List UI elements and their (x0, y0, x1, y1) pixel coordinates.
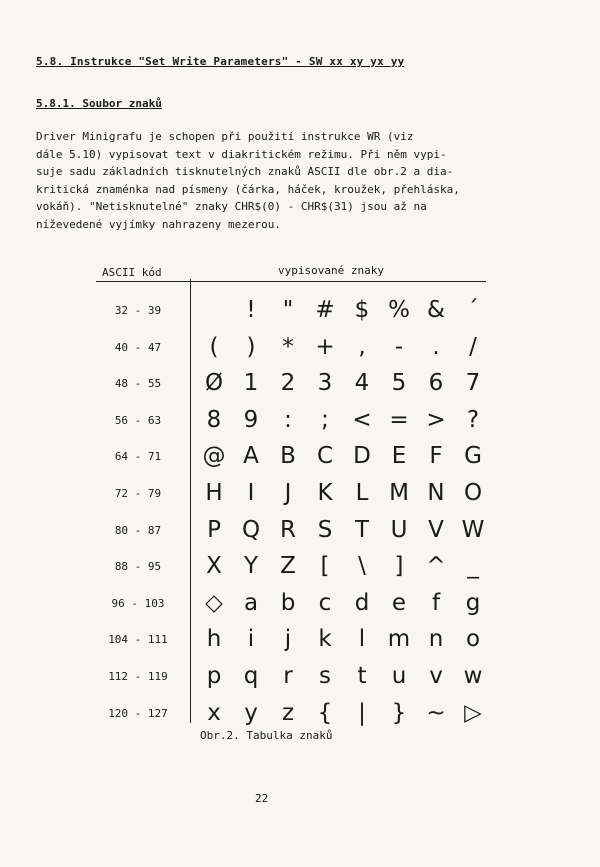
char-glyph: z (281, 699, 295, 726)
char-glyph: , (358, 333, 366, 360)
char-glyph: L (355, 480, 369, 506)
char-glyph: l (358, 626, 366, 653)
subsection-title: 5.8.1. Soubor znaků (36, 97, 162, 110)
paragraph-line: dále 5.10) vypisovat text v diakritickém režimu. Při něm vypi- (36, 147, 447, 161)
char-glyph: Ø (204, 370, 224, 397)
char-glyph: 2 (280, 370, 296, 397)
char-glyph: D (353, 443, 371, 470)
paragraph-line: Driver Minigrafu je schopen při použití instrukce WR (viz (36, 130, 414, 143)
char-glyph: I (247, 480, 255, 506)
ascii-range: 48 - 55 (114, 377, 162, 391)
char-glyph: J (284, 480, 292, 506)
table-row (96, 329, 496, 365)
char-glyph: A (243, 443, 259, 470)
char-glyph: $ (354, 297, 370, 323)
char-glyph: / (469, 333, 477, 360)
char-glyph: C (316, 443, 334, 470)
char-glyph: O (463, 480, 483, 506)
char-glyph: K (317, 480, 333, 506)
table-row (96, 402, 496, 438)
ascii-range: 80 - 87 (114, 523, 162, 537)
char-glyph: H (205, 480, 223, 506)
char-glyph: Q (241, 516, 261, 543)
table-row (96, 585, 496, 621)
char-glyph: q (243, 663, 259, 689)
char-glyph: T (354, 516, 370, 543)
char-glyph: g (465, 589, 481, 616)
char-glyph: < (352, 406, 372, 433)
char-glyph: X (206, 553, 222, 580)
char-glyph: _ (467, 553, 479, 580)
char-glyph: f (431, 589, 441, 616)
table-row (96, 621, 496, 657)
char-glyph: > (426, 406, 446, 433)
char-glyph: k (318, 626, 332, 653)
char-glyph: ? (466, 406, 480, 433)
paragraph-line: vokáň). "Netisknutelné" znaky CHR$(0) - CHR$(31) jsou až na (36, 200, 427, 213)
table-row (96, 292, 496, 328)
char-glyph: G (464, 443, 482, 470)
char-glyph: . (432, 333, 440, 360)
table-row (96, 695, 496, 731)
char-glyph: { (317, 699, 333, 726)
char-glyph: t (357, 663, 367, 689)
header-divider (96, 281, 486, 282)
char-glyph: m (387, 626, 411, 653)
char-glyph: b (280, 589, 296, 616)
char-glyph: ] (394, 553, 404, 580)
char-glyph: | (358, 699, 366, 726)
table-row (96, 548, 496, 584)
char-glyph: 5 (391, 370, 407, 397)
header-ascii-code: ASCII kód (102, 266, 162, 279)
char-glyph: M (389, 480, 409, 506)
char-glyph: 6 (428, 370, 444, 397)
char-glyph: * (282, 333, 294, 360)
char-glyph: 4 (354, 370, 370, 397)
paragraph (36, 128, 556, 233)
char-glyph: o (465, 626, 481, 653)
char-glyph: ; (321, 406, 329, 433)
char-glyph: i (247, 626, 255, 653)
char-glyph: n (428, 626, 444, 653)
char-glyph: F (429, 443, 443, 470)
char-glyph: r (283, 663, 293, 689)
ascii-range: 96 - 103 (111, 596, 165, 610)
page-number: 22 (255, 792, 269, 805)
char-glyph: ( (209, 333, 219, 360)
table-row (96, 512, 496, 548)
char-glyph: ^ (426, 553, 446, 580)
char-glyph: s (319, 663, 331, 689)
table-row (96, 365, 496, 401)
table-row (96, 438, 496, 474)
char-glyph: S (317, 516, 333, 543)
char-glyph: Z (280, 553, 296, 580)
header-output-chars: vypisované znaky (278, 264, 384, 277)
char-glyph: = (389, 406, 409, 433)
char-glyph: ´ (467, 297, 479, 323)
char-glyph: Y (243, 553, 259, 580)
figure-caption: Obr.2. Tabulka znaků (200, 729, 333, 742)
char-glyph: d (354, 589, 370, 616)
char-glyph: U (390, 516, 408, 543)
char-glyph: 9 (243, 406, 259, 433)
paragraph-line: níževedené vyjímky nahrazeny mezerou. (36, 217, 282, 231)
ascii-range: 120 - 127 (108, 706, 168, 720)
char-glyph: V (428, 516, 444, 543)
table-row (96, 475, 496, 511)
char-glyph: E (391, 443, 407, 470)
ascii-range: 56 - 63 (114, 413, 162, 427)
char-glyph: W (461, 516, 485, 543)
char-glyph: : (284, 406, 292, 433)
paragraph-line: kritická znaménka nad písmeny (čárka, háček, kroužek, přehláska, (36, 182, 460, 196)
char-glyph: @ (202, 443, 226, 470)
char-glyph: } (391, 699, 407, 726)
char-glyph: \ (358, 553, 366, 580)
char-glyph: e (391, 589, 407, 616)
char-glyph: ) (246, 333, 256, 360)
char-glyph: 8 (206, 406, 222, 433)
paragraph-line: suje sadu základních tisknutelných znaků ASCII dle obr.2 a dia- (36, 165, 454, 178)
ascii-range: 88 - 95 (114, 560, 162, 574)
char-glyph: & (427, 297, 445, 323)
char-glyph: y (244, 699, 258, 726)
char-glyph: + (315, 333, 335, 360)
char-glyph: - (394, 333, 404, 360)
char-glyph: u (391, 663, 407, 689)
char-glyph: 3 (317, 370, 333, 397)
char-glyph: N (427, 480, 445, 506)
char-glyph: B (280, 443, 296, 470)
char-glyph: p (206, 663, 222, 689)
ascii-range: 112 - 119 (108, 670, 168, 683)
char-glyph: v (429, 663, 443, 689)
char-glyph: ▷ (464, 699, 482, 726)
char-glyph: # (315, 297, 335, 323)
char-glyph: w (463, 663, 483, 689)
char-glyph: x (207, 699, 221, 726)
char-glyph: a (243, 589, 259, 616)
char-glyph: % (388, 297, 410, 323)
char-glyph: ◇ (205, 589, 223, 616)
char-glyph: 7 (465, 370, 481, 397)
char-glyph: h (206, 626, 222, 653)
section-title: 5.8. Instrukce "Set Write Parameters" - SW xx xy yx yy (36, 55, 405, 68)
char-glyph: ~ (426, 699, 446, 726)
table-row (96, 658, 496, 694)
ascii-range: 104 - 111 (108, 633, 168, 647)
ascii-range: 72 - 79 (114, 487, 162, 500)
ascii-range: 40 - 47 (114, 340, 162, 354)
char-glyph: R (280, 516, 296, 543)
char-glyph: c (318, 589, 332, 616)
char-glyph: 1 (243, 370, 259, 397)
char-glyph: j (284, 626, 292, 653)
ascii-range: 32 - 39 (114, 304, 162, 317)
char-glyph: [ (320, 553, 330, 580)
char-glyph: ! (246, 297, 256, 323)
char-glyph: " (282, 297, 294, 323)
char-glyph: P (207, 516, 221, 543)
ascii-range: 64 - 71 (114, 450, 162, 464)
